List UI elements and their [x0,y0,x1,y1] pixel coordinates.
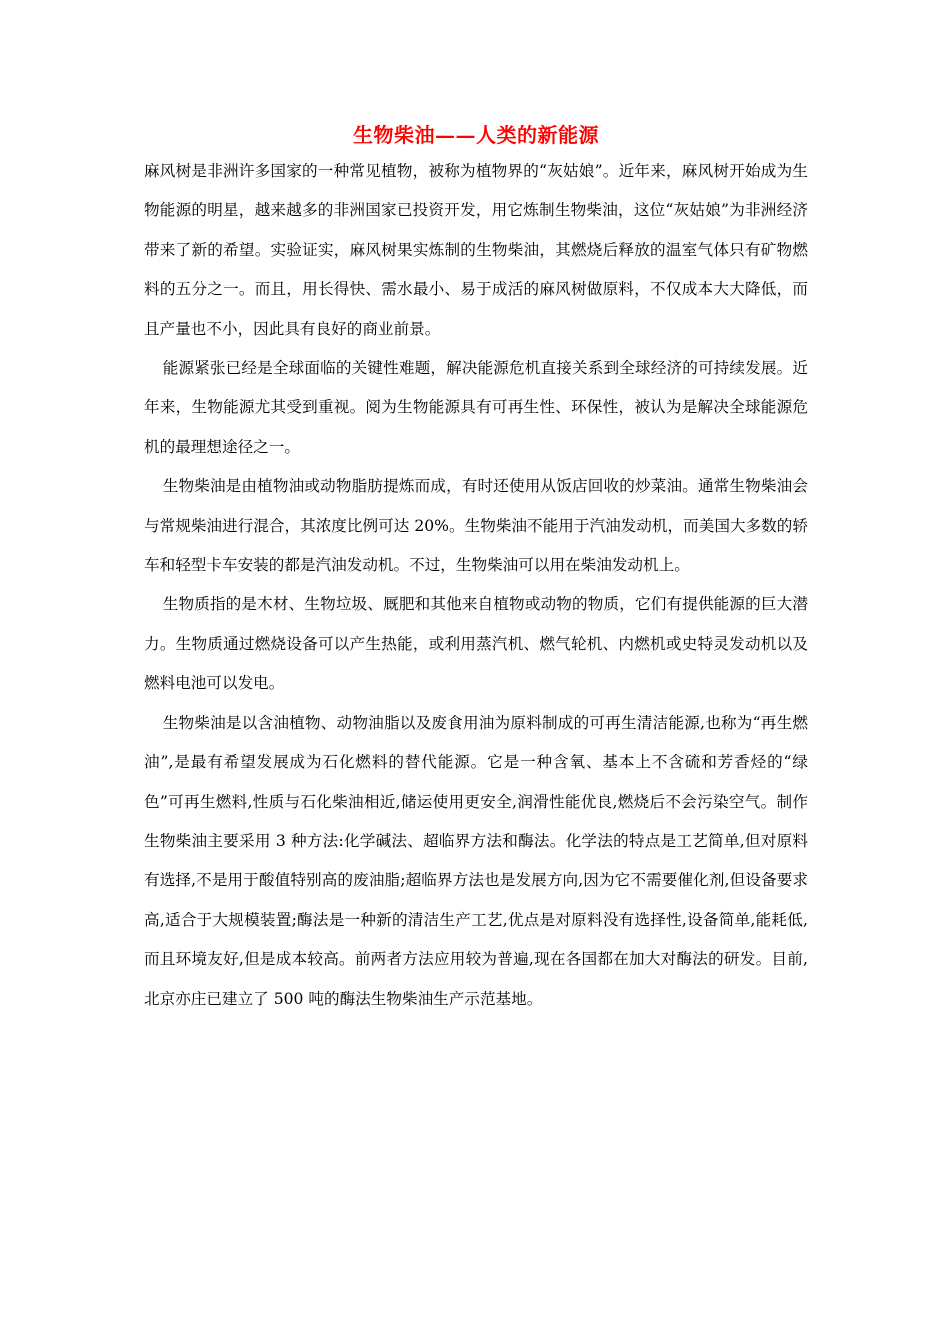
document-title: 生物柴油——人类的新能源 [353,123,599,147]
paragraph-jatropha: 麻风树是非洲许多国家的一种常见植物，被称为植物界的“灰姑娘”。近年来，麻风树开始成为生物能源的明星，越来越多的非洲国家已投资开发，用它炼制生物柴油，这位“灰姑娘”为非洲经济带来了新的希望。实验证实，麻风树果实炼制的生物柴油，其燃烧后释放的温室气体只有矿物燃料的五分之一。而且，用长得快、需水最小、易于成活的麻风树做原料，不仅成本大大降低，而且产量也不小，因此具有良好的商业前景。 [144,162,808,338]
paragraph-biodiesel-origin: 生物柴油是由植物油或动物脂肪提炼而成，有时还使用从饭店回收的炒菜油。通常生物柴油会与常规柴油进行混合，其浓度比例可达 20%。生物柴油不能用于汽油发动机，而美国大多数的轿车和轻型卡车安装的都是汽油发动机。不过，生物柴油可以用在柴油发动机上。 [144,477,808,575]
document-page [144,118,808,1019]
paragraph-energy-crisis: 能源紧张已经是全球面临的关键性难题，解决能源危机直接关系到全球经济的可持续发展。近年来，生物能源尤其受到重视。阅为生物能源具有可再生性、环保性，被认为是解决全球能源危机的最理想途径之一。 [144,359,808,456]
paragraph-production-methods: 生物柴油是以含油植物、动物油脂以及废食用油为原料制成的可再生清洁能源,也称为“再生燃油”,是最有希望发展成为石化燃料的替代能源。它是一种含氧、基本上不含硫和芳香烃的“绿色”可再生燃料,性质与石化柴油相近,储运使用更安全,润滑性能优良,燃烧后不会污染空气。制作生物柴油主要采用 3 种方法:化学碱法、超临界方法和酶法。化学法的特点是工艺简单,但对原料有选择,不是用于酸值特别高的废油脂;超临界方法也是发展方向,因为它不需要催化剂,但设备要求高,适合于大规模装置;酶法是一种新的清洁生产工艺,优点是对原料没有选择性,设备简单,能耗低,而且环境友好,但是成本较高。前两者方法应用较为普遍,现在各国都在加大对酶法的研发。目前,北京亦庄已建立了 500 吨的酶法生物柴油生产示范基地。 [144,713,808,1008]
paragraph-biomass: 生物质指的是木材、生物垃圾、厩肥和其他来自植物或动物的物质，它们有提供能源的巨大潜力。生物质通过燃烧设备可以产生热能，或利用蒸汽机、燃气轮机、内燃机或史特灵发动机以及燃料电池可以发电。 [144,595,808,693]
